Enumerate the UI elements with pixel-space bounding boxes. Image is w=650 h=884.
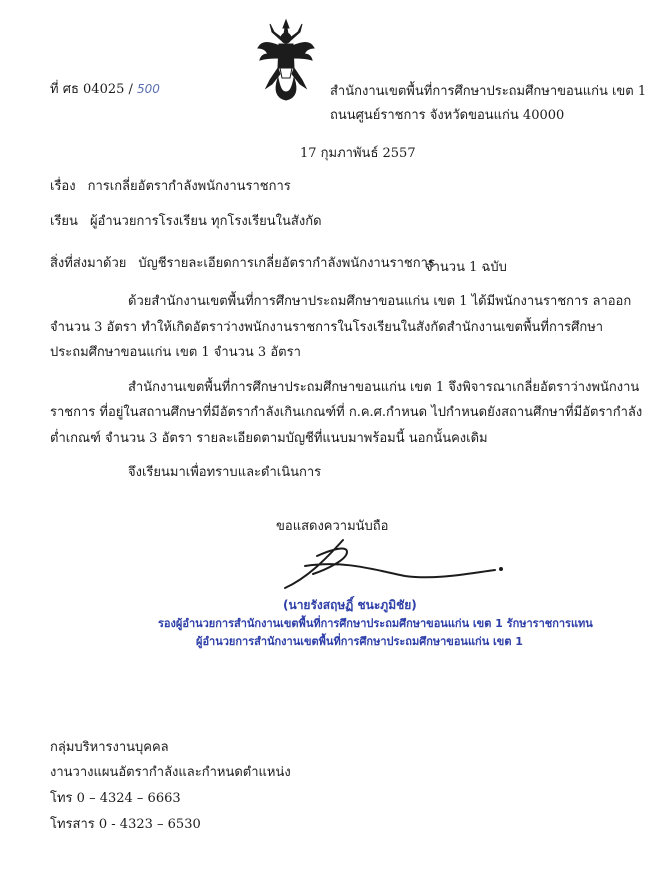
garuda-emblem-icon xyxy=(256,18,316,102)
footer-phone: โทร 0 – 4324 – 6663 xyxy=(50,791,181,806)
body-paragraph-1-line-2: จำนวน 3 อัตรา ทำให้เกิดอัตราว่างพนักงานราชการในโรงเรียนในสังกัดสำนักงานเขตพื้นที่การศึกษา xyxy=(50,320,604,335)
footer-department: กลุ่มบริหารงานบุคคล xyxy=(50,740,169,755)
signer-name: (นายรังสฤษฏิ์ ชนะภูมิชัย) xyxy=(283,598,417,612)
footer-fax: โทรสาร 0 - 4323 – 6530 xyxy=(50,817,201,832)
body-paragraph-2-line-3: ต่ำเกณฑ์ จำนวน 3 อัตรา รายละเอียดตามบัญชีที่แนบมาพร้อมนี้ นอกนั้นคงเดิม xyxy=(50,431,488,446)
office-address: ถนนศูนย์ราชการ จังหวัดขอนแก่น 40000 xyxy=(330,108,565,123)
letter-date: 17 กุมภาพันธ์ 2557 xyxy=(300,146,416,161)
reference-handwritten-number: 500 xyxy=(137,82,160,96)
subject-label: เรื่อง xyxy=(50,179,76,194)
signer-title-line-2: ผู้อำนวยการสำนักงานเขตพื้นที่การศึกษาประถมศึกษาขอนแก่น เขต 1 xyxy=(196,635,523,648)
body-paragraph-1-line-1: ด้วยสำนักงานเขตพื้นที่การศึกษาประถมศึกษาขอนแก่น เขต 1 ได้มีพนักงานราชการ ลาออก xyxy=(128,294,632,309)
body-paragraph-2-line-2: ราชการ ที่อยู่ในสถานศึกษาที่มีอัตรากำลังเกินเกณฑ์ที่ ก.ค.ศ.กำหนด ไปกำหนดยังสถานศึกษาที่มีอัตรากำลัง xyxy=(50,405,643,420)
body-paragraph-3: จึงเรียนมาเพื่อทราบและดำเนินการ xyxy=(128,465,322,480)
document-reference xyxy=(50,78,160,99)
recipient-label: เรียน xyxy=(50,214,78,229)
subject-line xyxy=(50,179,291,195)
enclosure-label: สิ่งที่ส่งมาด้วย xyxy=(50,256,127,271)
subject-text: การเกลี่ยอัตรากำลังพนักงานราชการ xyxy=(87,179,291,194)
body-paragraph-1-line-3: ประถมศึกษาขอนแก่น เขต 1 จำนวน 3 อัตรา xyxy=(50,345,301,360)
signer-title-line-1: รองผู้อำนวยการสำนักงานเขตพื้นที่การศึกษาประถมศึกษาขอนแก่น เขต 1 รักษาราชการแทน xyxy=(158,617,593,630)
body-paragraph-2-line-1: สำนักงานเขตพื้นที่การศึกษาประถมศึกษาขอนแก่น เขต 1 จึงพิจารณาเกลี่ยอัตราว่างพนักงาน xyxy=(128,380,640,395)
office-name: สำนักงานเขตพื้นที่การศึกษาประถมศึกษาขอนแก่น เขต 1 xyxy=(330,84,647,99)
reference-number: ที่ ศธ 04025 / xyxy=(50,82,133,97)
enclosure-count: จำนวน 1 ฉบับ xyxy=(425,260,507,275)
recipient-line xyxy=(50,214,322,230)
closing-salutation: ขอแสดงความนับถือ xyxy=(276,519,389,534)
recipient-text: ผู้อำนวยการโรงเรียน ทุกโรงเรียนในสังกัด xyxy=(89,214,322,229)
enclosure-line xyxy=(50,256,435,272)
footer-unit: งานวางแผนอัตรากำลังและกำหนดตำแหน่ง xyxy=(50,765,291,780)
enclosure-text: บัญชีรายละเอียดการเกลี่ยอัตรากำลังพนักงานราชการ xyxy=(138,256,435,271)
handwritten-signature xyxy=(255,530,525,600)
